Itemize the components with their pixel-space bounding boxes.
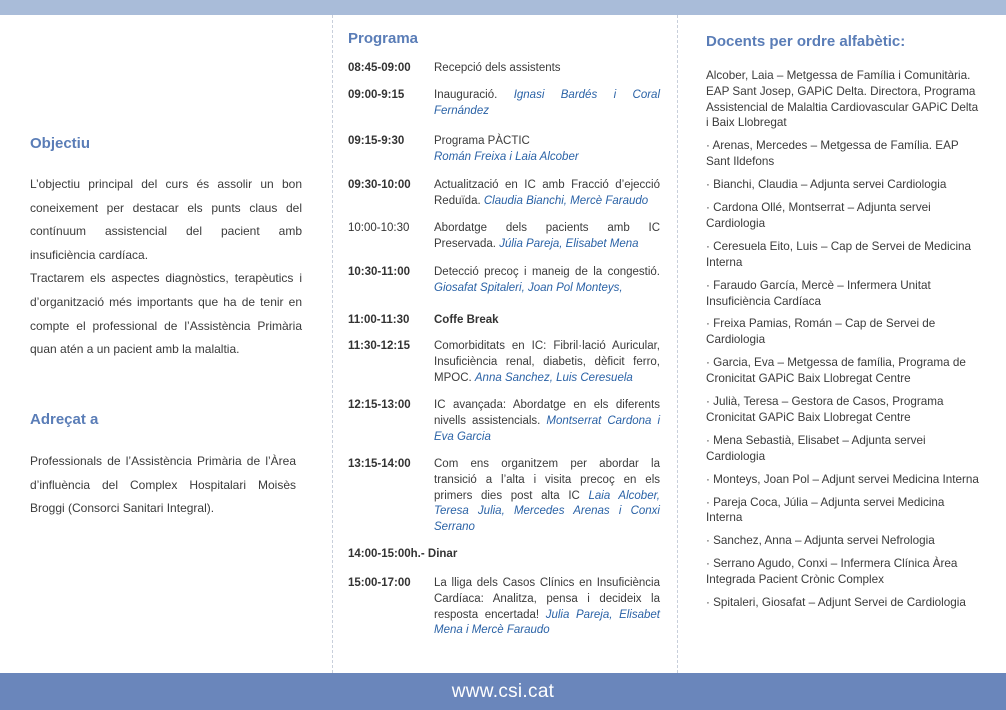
docent-item: · Pareja Coca, Júlia – Adjunta servei Medicina Interna [706, 495, 945, 525]
docent-item: · Spitaleri, Giosafat – Adjunt Servei de Cardiologia [706, 596, 966, 610]
program-item [348, 265, 660, 297]
docent-item: · Garcia, Eva – Metgessa de família, Programa de Cronicitat GAPiC Baix Llobregat Centre [706, 356, 966, 386]
website-url: www.csi.cat [451, 681, 555, 702]
docent-item: · Arenas, Mercedes – Metgessa de Família. EAP Sant Ildefons [706, 139, 959, 169]
program-time: 11:00-11:30 [348, 314, 410, 326]
program-time: 09:00-9:15 [348, 89, 405, 101]
program-item [348, 457, 660, 536]
docent-item: · Freixa Pamias, Román – Cap de Servei de Cardiologia [706, 317, 936, 347]
docent-item: · Julià, Teresa – Gestora de Casos, Programa Cronicitat GAPiC Baix Llobregat Centre [706, 395, 944, 424]
program-time: 13:15-14:00 [348, 458, 411, 470]
program-time: 08:45-09:00 [348, 62, 411, 74]
objectiu-heading: Objectiu [30, 135, 91, 152]
docent-item: Alcober, Laia – Metgessa de Família i Comunitària. EAP Sant Josep, GAPiC Delta. Directora, Programa Assistencial de Malaltia Cardiovascular GAPiC Delta i Baix Llobregat [706, 69, 979, 130]
program-item [348, 221, 660, 253]
docent-item: · Faraudo García, Mercè – Infermera Unitat Insuficiència Cardíaca [706, 278, 931, 308]
docents-heading: Docents per ordre alfabètic: [706, 33, 906, 50]
footer-band [0, 673, 1006, 710]
program-item [348, 339, 660, 386]
program-item-break [348, 313, 660, 329]
program-time: 10:00-10:30 [348, 222, 410, 234]
program-item [348, 88, 660, 120]
program-time: 10:30-11:00 [348, 266, 411, 278]
program-time: 09:15-9:30 [348, 135, 405, 147]
program-item-lunch [348, 547, 660, 563]
top-color-band [0, 0, 1006, 15]
program-description: Detecció precoç i maneig de la congestió. Giosafat Spitaleri, Joan Pol Monteys, [434, 266, 660, 294]
program-description: Programa PÀCTIC Román Freixa i Laia Alcober [434, 135, 579, 163]
docents-list [706, 68, 982, 618]
objectiu-text [30, 173, 302, 362]
program-time: 11:30-12:15 [348, 340, 411, 352]
program-time: 15:00-17:00 [348, 577, 411, 589]
program-time: 09:30-10:00 [348, 179, 411, 191]
program-item [348, 398, 660, 445]
program-item [348, 178, 660, 210]
objectiu-paragraph-2: Tractarem els aspectes diagnòstics, terapèutics i d’organització més importants que ha de tenir en compte el professional de l’Assistència Primària quan atén a un pacient amb la malaltia. [30, 271, 302, 357]
program-item [348, 134, 660, 166]
docent-item: · Mena Sebastià, Elisabet – Adjunta servei Cardiologia [706, 433, 926, 463]
program-item [348, 61, 660, 77]
program-description: Recepció dels assistents [434, 62, 561, 74]
adreca-heading: Adreçat a [30, 411, 99, 428]
program-description: Com ens organitzem per abordar la transició a l’alta i visita precoç en els primers dies post alta IC Laia Alcober, Teresa Julia, Mercedes Arenas i Conxi Serrano [434, 458, 660, 534]
docent-item: · Serrano Agudo, Conxi – Infermera Clínica Àrea Integrada Pacient Crònic Complex [706, 557, 958, 587]
program-lunch: 14:00-15:00h.- Dinar [348, 548, 458, 560]
program-description: Actualització en IC amb Fracció d’ejecció Reduïda. Claudia Bianchi, Mercè Faraudo [434, 179, 660, 207]
program-description: Coffe Break [434, 314, 499, 326]
program-description: Comorbiditats en IC: Fibril·lació Auricular, Insuficiència renal, diabetis, dèficit ferro, MPOC. Anna Sanchez, Luis Ceresuela [434, 340, 660, 384]
program-description: La lliga dels Casos Clínics en Insuficiència Cardíaca: Analitza, pensa i decideix la resposta encertada! Julia Pareja, Elisabet Mena i Mercè Faraudo [434, 577, 660, 637]
program-description: Abordatge dels pacients amb IC Preservada. Júlia Pareja, Elisabet Mena [434, 222, 660, 250]
program-item [348, 576, 660, 639]
fold-line-right [677, 15, 678, 673]
docent-item: · Cardona Ollé, Montserrat – Adjunta servei Cardiologia [706, 201, 931, 230]
program-description: Inauguració. Ignasi Bardés i Coral Fernández [434, 89, 660, 117]
docent-item: · Ceresuela Eito, Luis – Cap de Servei de Medicina Interna [706, 239, 972, 269]
docent-item: · Bianchi, Claudia – Adjunta servei Cardiologia [706, 178, 947, 192]
docent-item: · Monteys, Joan Pol – Adjunt servei Medicina Interna [706, 472, 979, 486]
programa-heading: Programa [348, 30, 419, 47]
docent-item: · Sanchez, Anna – Adjunta servei Nefrologia [706, 534, 935, 548]
program-time: 12:15-13:00 [348, 399, 411, 411]
adreca-text: Professionals de l’Assistència Primària de l’Àrea d’influència del Complex Hospitalari Moisès Broggi (Consorci Sanitari Integral). [30, 454, 296, 516]
program-description: IC avançada: Abordatge en els diferents nivells assistencials. Montserrat Cardona i Eva Garcia [434, 399, 660, 443]
fold-line-left [332, 15, 333, 673]
objectiu-paragraph-1: L’objectiu principal del curs és assolir un bon coneixement per destacar els punts claus del contínuum assistencial del pacient amb insuficiència cardíaca. [30, 177, 302, 262]
